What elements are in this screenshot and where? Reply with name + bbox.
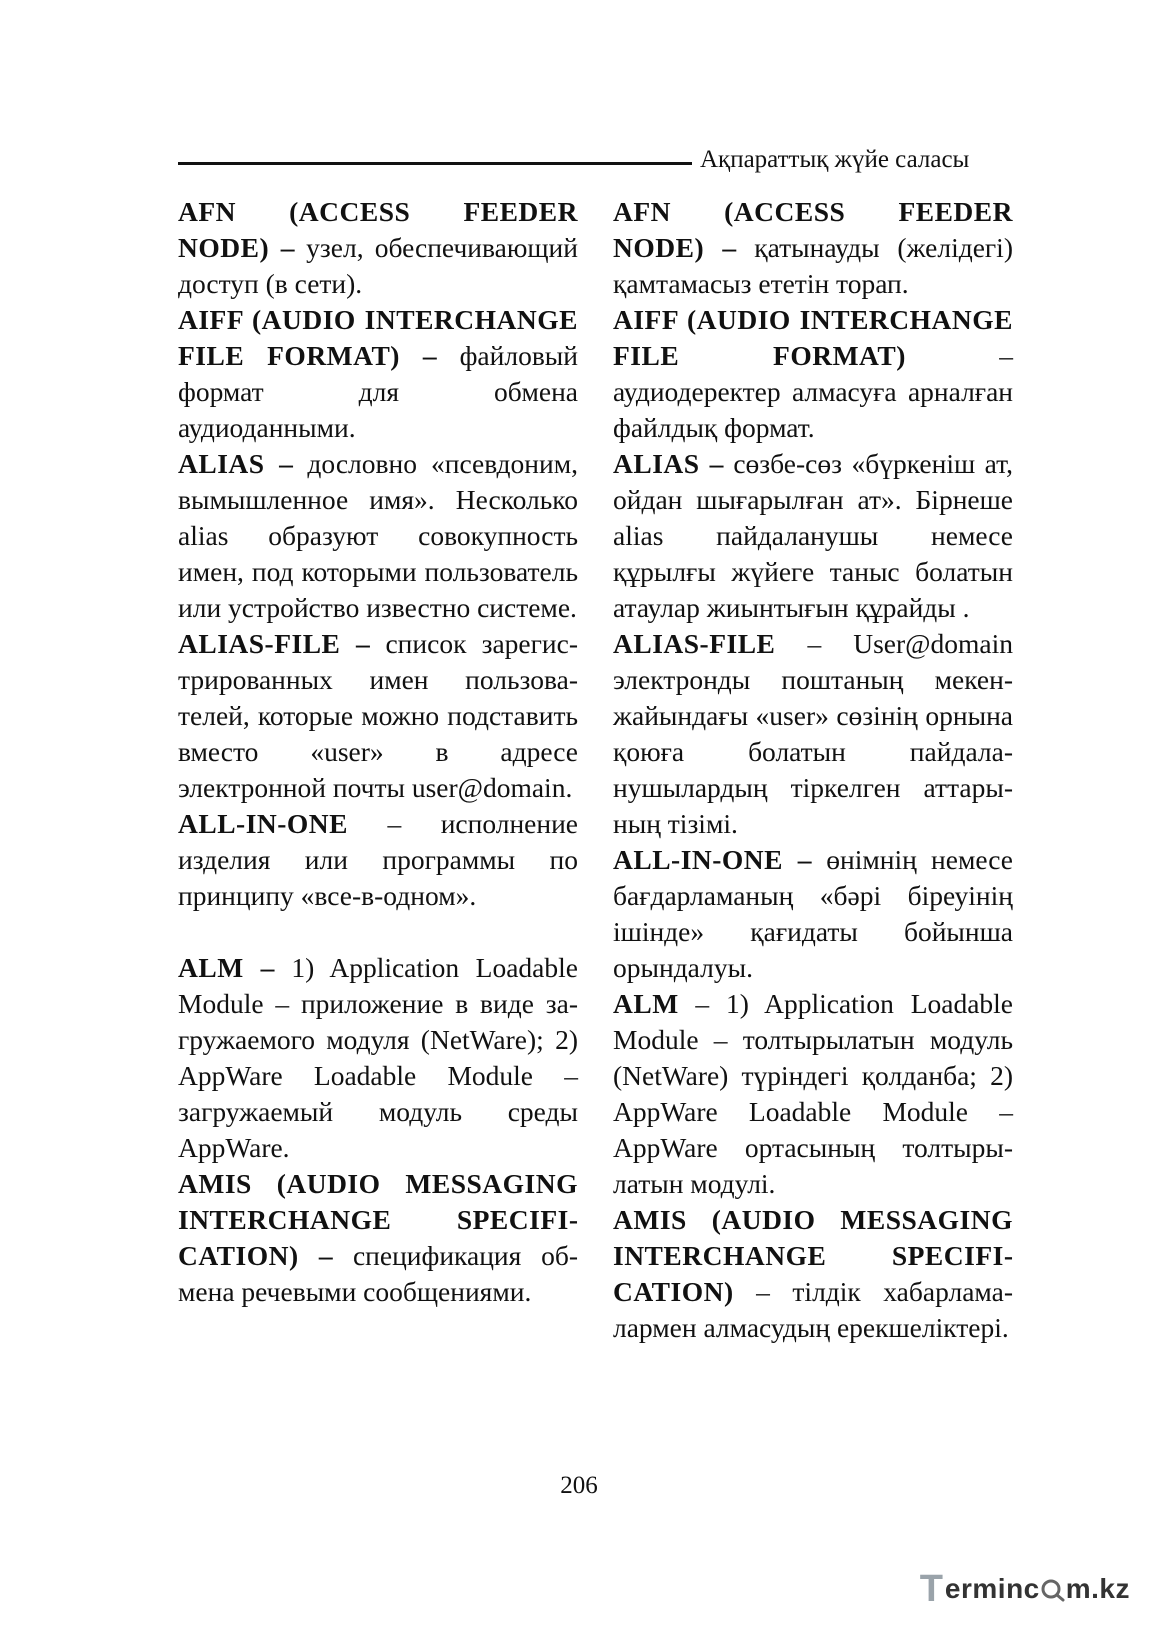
definition: қатынауды (желідегі) қамтамасыз ететін торап. <box>613 232 1013 299</box>
term: ALL-IN-ONE <box>178 808 349 839</box>
term: AMIS (AUDIO MESSAGING INTERCHANGE SPECIFICATION) <box>613 1204 1013 1307</box>
entry-alm <box>613 986 1013 1202</box>
definition: сөзбе-сөз «бүркеніш ат, ойдан шығарылған ат». Бірнеше alias пайдаланушы немесе құрылғы жүйеге таныс болатын атаулар жиынтығын құрайды . <box>613 448 1013 623</box>
term: ALIAS-FILE – <box>178 628 371 659</box>
watermark-text-a: erminc <box>944 1573 1040 1604</box>
entry-all-in-one <box>178 806 578 914</box>
entry-alias-file <box>178 626 578 806</box>
term: AFN (ACCESS FEEDER NODE) – <box>613 196 1013 263</box>
entry-aiff <box>178 302 578 446</box>
definition: – исполнение изделия или программы по принципу «все-в-одном». <box>178 808 578 911</box>
term: AIFF (AUDIO INTERCHANGE FILE FORMAT) <box>613 304 1013 371</box>
entry-amis <box>178 1166 578 1310</box>
definition: спецификация обмена речевыми сообщениями. <box>178 1240 578 1307</box>
term: ALM <box>613 988 679 1019</box>
right-column <box>613 194 1013 1346</box>
definition: – тілдік хабарламалармен алмасудың ерекшеліктері. <box>613 1276 1013 1343</box>
term: AFN (ACCESS FEEDER NODE) – <box>178 196 578 263</box>
entry-afn <box>178 194 578 302</box>
page-number: 206 <box>560 1472 598 1499</box>
left-column <box>178 194 578 1310</box>
header-rule <box>178 162 692 165</box>
term: ALIAS – <box>178 448 294 479</box>
definition: – аудиодеректер алмасуға арналған файлдық формат. <box>613 340 1013 443</box>
definition: файловый формат для обмена аудиоданными. <box>178 340 578 443</box>
definition: өнімнің немесе бағдарламаның «бәрі біреуінің ішінде» қағидаты бойынша орындалуы. <box>613 844 1014 983</box>
definition: 1) Application Loadable Module – приложение в виде загружаемого модуля (NetWare); 2) AppWare Loadable Module – загружаемый модуль среды AppWare. <box>178 952 578 1163</box>
entry-all-in-one <box>613 842 1013 986</box>
entry-aiff <box>613 302 1013 446</box>
running-header: Ақпараттық жүйе саласы <box>700 146 970 173</box>
definition: – 1) Application Loadable Module – толтырылатын модуль (NetWare) түріндегі қолданба; 2) AppWare Loadable Module – AppWare ортасының толтырылатын модулі. <box>613 988 1013 1199</box>
term: ALL-IN-ONE – <box>613 844 812 875</box>
term: AMIS (AUDIO MESSAGING INTERCHANGE SPECIFICATION) – <box>178 1168 578 1271</box>
entry-amis <box>613 1202 1013 1346</box>
term: ALIAS-FILE <box>613 628 776 659</box>
definition: дословно «псевдоним, вымышленное имя». Несколько alias образуют совокупность имен, под которыми пользователь или устройство известно системе. <box>178 448 579 623</box>
entry-alias <box>613 446 1013 626</box>
definition: список зарегистрированных имен пользователей, которые можно подставить вместо «user» в адресе электронной почты user@domain. <box>178 628 578 803</box>
entry-alm <box>178 950 578 1166</box>
watermark-text-b: m.kz <box>1065 1573 1130 1604</box>
term: ALIAS – <box>613 448 724 479</box>
definition: – User@domain электронды поштаның мекенжайындағы «user» сөзінің орнына қоюға болатын пайдаланушылардың тіркелген аттарының тізімі. <box>613 628 1013 839</box>
definition: узел, обеспечивающий доступ (в сети). <box>178 232 578 299</box>
entry-alias-file <box>613 626 1013 842</box>
entry-alias <box>178 446 578 626</box>
term: AIFF (AUDIO INTERCHANGE FILE FORMAT) – <box>178 304 578 371</box>
watermark-letter: T <box>919 1567 943 1610</box>
entry-afn <box>613 194 1013 302</box>
term: ALM – <box>178 952 275 983</box>
watermark-logo <box>920 1569 1130 1609</box>
magnifier-icon <box>1040 1576 1066 1602</box>
